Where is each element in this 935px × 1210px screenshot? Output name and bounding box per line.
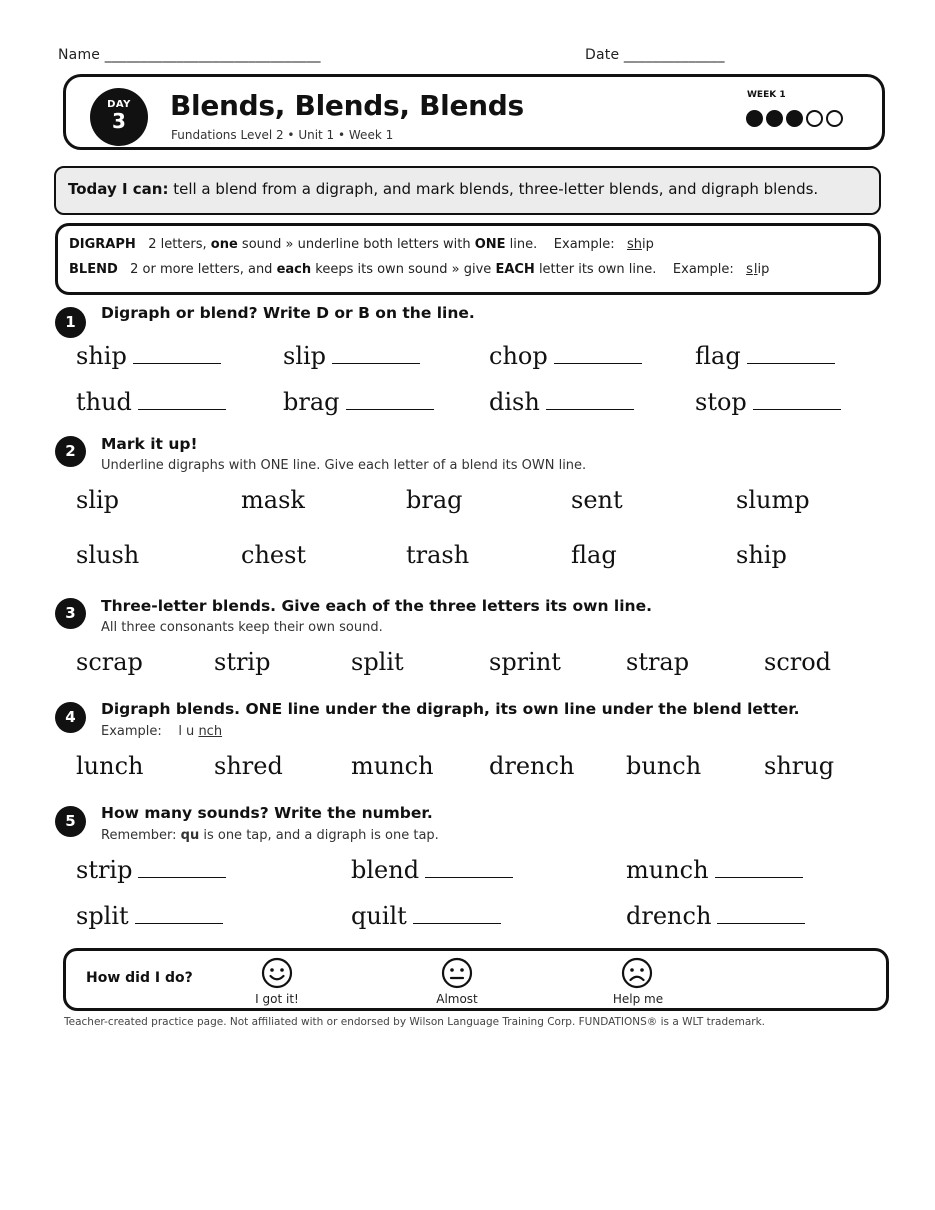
example-underlined: nch [198,724,223,739]
answer-line[interactable] [332,362,420,364]
section-5-title: How many sounds? Write the number. [101,804,433,822]
s4-word: drench [489,752,575,780]
self-check-question: How did I do? [86,970,193,986]
s4-word: bunch [626,752,702,780]
sad-face-icon[interactable] [621,957,653,989]
answer-line[interactable] [753,408,841,410]
s4-word: shrug [764,752,835,780]
blend-example-letter-1: s [746,262,753,277]
section-3-title: Three-letter blends. Give each of the three letters its own line. [101,597,652,615]
s5-word-blend: blend [351,856,513,884]
blend-text-2: keeps its own sound » give [311,262,496,277]
s1-word-chop: chop [489,342,642,370]
day-label: DAY [107,99,131,110]
digraph-bold-2: ONE [474,237,506,252]
section-4-number: 4 [55,702,86,733]
s5-word-quilt: quilt [351,902,501,930]
answer-line[interactable] [546,408,634,410]
answer-line[interactable] [425,876,513,878]
answer-line[interactable] [413,922,501,924]
answer-line[interactable] [133,362,221,364]
section-3-subtitle: All three consonants keep their own sound. [101,620,383,635]
blend-term: BLEND [69,262,118,277]
learning-goal-text: tell a blend from a digraph, and mark blends, three-letter blends, and digraph blends. [168,180,819,198]
happy-face-icon[interactable] [261,957,293,989]
name-field[interactable]: Name ______________________________ [58,47,321,63]
digraph-example-label: Example: [553,237,615,252]
s3-word: split [351,648,404,676]
s3-word: scrod [764,648,832,676]
answer-line[interactable] [138,876,226,878]
blend-text-3: letter its own line. [534,262,657,277]
date-field[interactable]: Date ______________ [585,47,725,63]
s5-word-split: split [76,902,223,930]
s4-word: munch [351,752,434,780]
s1-word-brag: brag [283,388,434,416]
s2-word: trash [406,541,470,569]
section-2-title: Mark it up! [101,435,198,453]
answer-line[interactable] [135,922,223,924]
blend-definition [69,262,769,277]
answer-line[interactable] [554,362,642,364]
digraph-text-2: sound » underline both letters with [237,237,475,252]
digraph-text-1: 2 letters, [148,237,211,252]
s2-word: sent [571,486,623,514]
blend-example-letter-2: l [753,262,758,277]
disclaimer: Teacher-created practice page. Not affiliated with or endorsed by Wilson Language Training Corp. FUNDATIONS® is a WLT trademark. [64,1016,766,1028]
s2-word: brag [406,486,463,514]
day-number: 3 [112,109,126,133]
s5-word-strip: strip [76,856,226,884]
day-badge [90,88,148,146]
section-1-title: Digraph or blend? Write D or B on the line. [101,304,475,322]
s3-word: sprint [489,648,561,676]
digraph-term: DIGRAPH [69,237,136,252]
digraph-definition [69,237,654,252]
progress-dot-5 [826,110,843,127]
section-3-number: 3 [55,598,86,629]
section-4-example [101,724,222,739]
blend-example-label: Example: [672,262,734,277]
blend-example-rest: ip [757,262,770,277]
digraph-example-underlined: sh [626,237,642,252]
s5-word-drench: drench [626,902,805,930]
s2-word: chest [241,541,307,569]
blend-text-1: 2 or more letters, and [130,262,277,277]
s3-word: scrap [76,648,143,676]
s2-word: ship [736,541,787,569]
digraph-bold-1: one [210,237,238,252]
example-plain: l u [178,724,199,739]
digraph-text-3: line. [505,237,538,252]
learning-goal-lead: Today I can: [68,180,169,198]
progress-dot-4 [806,110,823,127]
example-label: Example: [101,724,162,739]
s2-word: mask [241,486,305,514]
s4-word: lunch [76,752,144,780]
answer-line[interactable] [138,408,226,410]
section-1-number: 1 [55,307,86,338]
section-5-number: 5 [55,806,86,837]
answer-line[interactable] [346,408,434,410]
learning-goal-box [54,166,881,215]
blend-bold-2: EACH [495,262,535,277]
s2-word: slush [76,541,140,569]
digraph-example-rest: ip [642,237,654,252]
progress-dot-2 [766,110,783,127]
s1-word-dish: dish [489,388,634,416]
section-2-subtitle: Underline digraphs with ONE line. Give each letter of a blend its OWN line. [101,458,587,473]
neutral-face-label: Almost [436,992,478,1006]
progress-dot-3 [786,110,803,127]
section-5-subtitle: Remember: qu is one tap, and a digraph is one tap. [101,828,439,843]
page-subtitle: Fundations Level 2 • Unit 1 • Week 1 [171,128,394,142]
s1-word-thud: thud [76,388,226,416]
week-label: WEEK 1 [747,90,786,100]
neutral-face-icon[interactable] [441,957,473,989]
section-4-title: Digraph blends. ONE line under the digraph, its own line under the blend letter. [101,700,800,718]
answer-line[interactable] [717,922,805,924]
section-2-number: 2 [55,436,86,467]
s5-word-munch: munch [626,856,803,884]
week-progress-dots [746,110,843,127]
answer-line[interactable] [747,362,835,364]
s2-word: slump [736,486,810,514]
s1-word-slip: slip [283,342,420,370]
s2-word: slip [76,486,120,514]
s4-word: shred [214,752,283,780]
s3-word: strip [214,648,271,676]
s1-word-stop: stop [695,388,841,416]
page-title: Blends, Blends, Blends [170,89,524,122]
happy-face-label: I got it! [255,992,299,1006]
blend-bold-1: each [276,262,312,277]
s1-word-ship: ship [76,342,221,370]
s2-word: flag [571,541,617,569]
s1-word-flag: flag [695,342,835,370]
progress-dot-1 [746,110,763,127]
sad-face-label: Help me [612,992,664,1006]
definitions-box [55,223,881,295]
answer-line[interactable] [715,876,803,878]
s3-word: strap [626,648,690,676]
